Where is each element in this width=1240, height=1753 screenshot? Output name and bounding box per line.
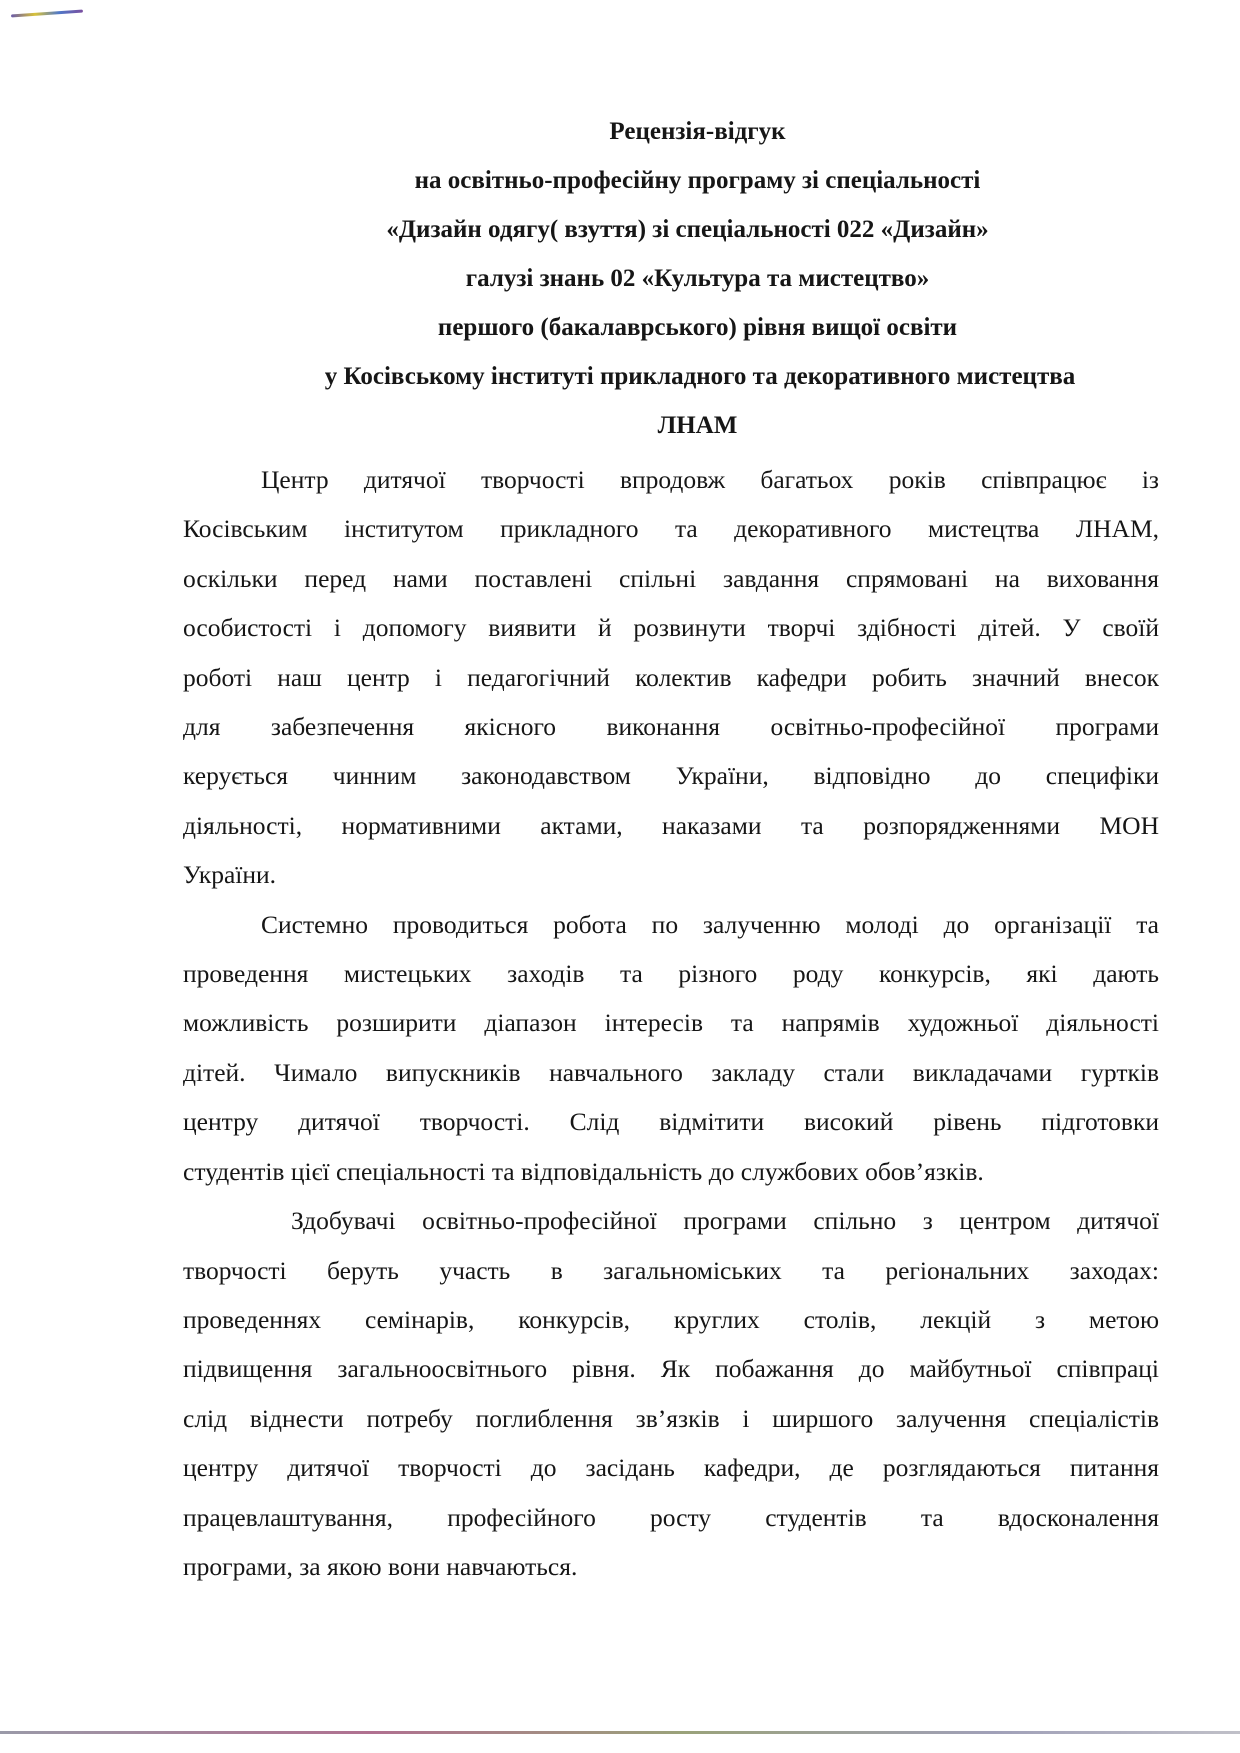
title-field-line: галузі знань 02 «Культура та мистецтво» [465,265,930,292]
text-line: Косівським інститутом прикладного та декоративного мистецтва ЛНАМ, [183,514,1159,544]
text-line: діяльності, нормативними актами, наказами та розпорядженнями МОН [183,810,1159,840]
title-subject-line: на освітньо-професійну програму зі спеціальності [414,167,981,194]
document-title: Рецензія-відгук [609,118,786,145]
title-academy-line: ЛНАМ [657,412,738,439]
text-line: Здобувачі освітньо-професійної програми спільно з центром дитячої [291,1206,1159,1236]
text-line: Системно проводиться робота по залученню молоді до організації та [261,909,1159,939]
text-line: підвищення загальноосвітнього рівня. Як побажання до майбутньої співпраці [183,1354,1159,1384]
text-line: проведення мистецьких заходів та різного роду конкурсів, які дають [183,959,1159,989]
document-body [183,455,1159,1591]
text-line: дітей. Чимало випускників навчального закладу стали викладачами гуртків [183,1057,1159,1087]
text-line: керується чинним законодавством України, відповідно до специфіки [183,761,1159,791]
text-line: центру дитячої творчості до засідань кафедри, де розглядаються питання [183,1453,1159,1483]
text-line: оскільки перед нами поставлені спільні завдання спрямовані на виховання [183,563,1159,593]
text-line: центру дитячої творчості. Слід відмітити високий рівень підготовки [183,1107,1159,1137]
title-level-line: першого (бакалаврського) рівня вищої освіти [437,314,958,341]
text-line: студентів цієї спеціальності та відповідальність до службових обов’язків. [183,1156,984,1186]
paragraph-youth-engagement [183,900,1159,1196]
paragraph-students-participation [183,1196,1159,1591]
text-line: для забезпечення якісного виконання освітньо-професійної програми [183,712,1159,742]
title-institute-line: у Косівському інституті прикладного та декоративного мистецтва [324,363,1076,390]
text-line: Центр дитячої творчості впродовж багатьох років співпрацює із [261,465,1159,494]
text-line: України. [183,860,277,890]
text-line: слід віднести потребу поглиблення зв’язків і ширшого залучення спеціалістів [183,1403,1159,1433]
document-title-block [180,107,1180,450]
text-line: проведеннях семінарів, конкурсів, круглих столів, лекцій з метою [183,1304,1159,1334]
scan-edge-line [0,1731,1240,1734]
text-line: особистості і допомогу виявити й розвинути творчі здібності дітей. У своїй [183,613,1159,643]
text-line: роботі наш центр і педагогічний колектив кафедри робить значний внесок [183,662,1159,692]
title-specialty-line: «Дизайн одягу( взуття) зі спеціальності 022 «Дизайн» [386,216,989,243]
text-line: творчості беруть участь в загальноміських та регіональних заходах: [183,1255,1159,1285]
text-line: працевлаштування, професійного росту студентів та вдосконалення [183,1502,1159,1532]
paragraph-cooperation [183,455,1159,900]
text-line: можливість розширити діапазон інтересів та напрямів художньої діяльності [183,1008,1159,1038]
text-line: програми, за якою вони навчаються. [183,1551,578,1581]
scan-artifact-mark [11,9,83,17]
